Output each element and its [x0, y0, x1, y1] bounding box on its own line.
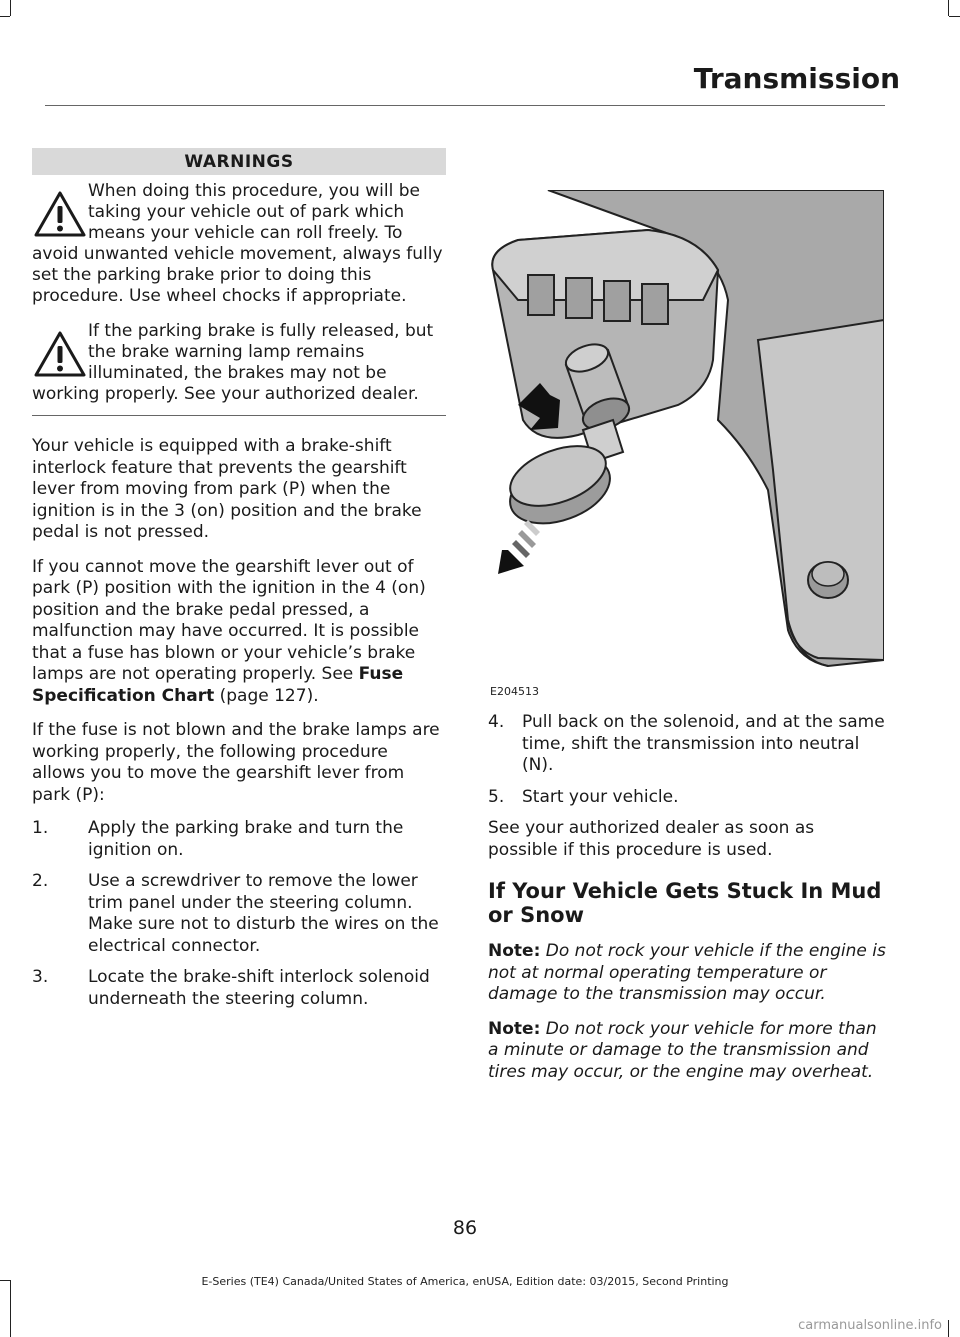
cross-reference-link[interactable]: Fuse Specification Chart	[32, 664, 404, 706]
watermark: carmanualsonline.info	[798, 1318, 942, 1333]
warnings-divider	[32, 415, 446, 416]
paragraph-text: If you cannot move the gearshift lever out of park (P) position with the ignition in the 4 (on) position and the brake pedal pressed, a malfunction may have occurred. It is possible that a fuse has blown or your vehicle’s brake lamps are not operating properly. See	[32, 556, 426, 684]
warning-text: When doing this procedure, you will be taking your vehicle out of park which means your vehicle can roll freely. To avoid unwanted vehicle movement, always fully set the parking brake prior to doing this procedure. Use wheel chocks if appropriate.	[32, 181, 443, 306]
warning-item	[32, 321, 446, 405]
step-text: Apply the parking brake and turn the ignition on.	[88, 818, 404, 860]
page-reference: (page 127).	[214, 685, 319, 706]
step-text: Start your vehicle.	[522, 786, 679, 807]
interlock-solenoid-drawing	[488, 190, 884, 670]
note-label: Note:	[488, 941, 541, 961]
step-text: Use a screwdriver to remove the lower trim panel under the steering column. Make sure not to disturb the wires on the electrical connector.	[88, 871, 439, 956]
paragraph: See your authorized dealer as soon as possible if this procedure is used.	[488, 818, 815, 860]
note-label: Note:	[488, 1018, 541, 1039]
warning-triangle-icon	[32, 329, 88, 379]
left-column	[32, 148, 446, 1020]
warnings-heading: WARNINGS	[32, 148, 446, 175]
crop-mark	[948, 1320, 949, 1337]
note	[488, 941, 888, 1006]
note-text: Do not rock your vehicle for more than a minute or damage to the transmission and tires may occur, or the engine may overheat.	[488, 1018, 877, 1082]
list-item	[32, 818, 446, 861]
list-item	[32, 967, 446, 1010]
step-text: Locate the brake-shift interlock solenoid underneath the steering column.	[88, 967, 430, 1009]
page-title: Transmission	[693, 62, 900, 95]
crop-mark	[948, 0, 949, 16]
note-text: Do not rock your vehicle if the engine is not at normal operating temperature or damage to the transmission may occur.	[488, 941, 886, 1004]
crop-mark	[10, 0, 11, 16]
step-number: 4.	[488, 712, 505, 732]
crop-mark	[949, 16, 960, 17]
crop-mark	[0, 16, 10, 17]
header-rule	[45, 105, 885, 106]
list-item	[488, 712, 888, 777]
paragraph: If the fuse is not blown and the brake lamps are working properly, the following procedure allows you to move the gearshift lever from park (P):	[32, 720, 440, 805]
warning-item	[32, 181, 446, 307]
crop-mark	[10, 1280, 11, 1337]
warning-triangle-icon	[32, 189, 88, 239]
right-column	[488, 190, 888, 1083]
step-number: 3.	[32, 967, 49, 987]
step-number: 1.	[32, 818, 49, 838]
paragraph: Your vehicle is equipped with a brake-shift interlock feature that prevents the gearshift lever from moving from park (P) when the ignition is in the 3 (on) position and the brake pedal is not pressed.	[32, 436, 422, 542]
procedure-steps-continued	[488, 712, 888, 808]
step-number: 5.	[488, 786, 505, 807]
procedure-steps	[32, 818, 446, 1010]
edition-footer: E-Series (TE4) Canada/United States of America, enUSA, Edition date: 03/2015, Second Printing	[201, 1275, 729, 1288]
paragraph	[32, 557, 446, 708]
figure-code: E204513	[490, 685, 539, 698]
note	[488, 1019, 888, 1084]
page-number: 86	[452, 1217, 478, 1239]
warning-text: If the parking brake is fully released, but the brake warning lamp remains illuminated, the brakes may not be working properly. See your authorized dealer.	[32, 321, 434, 404]
list-item	[488, 787, 888, 809]
step-number: 2.	[32, 871, 49, 891]
list-item	[32, 871, 446, 957]
solenoid-illustration	[488, 190, 884, 700]
step-text: Pull back on the solenoid, and at the same time, shift the transmission into neutral (N).	[522, 712, 885, 775]
section-heading: If Your Vehicle Gets Stuck In Mud or Snow	[488, 879, 882, 927]
